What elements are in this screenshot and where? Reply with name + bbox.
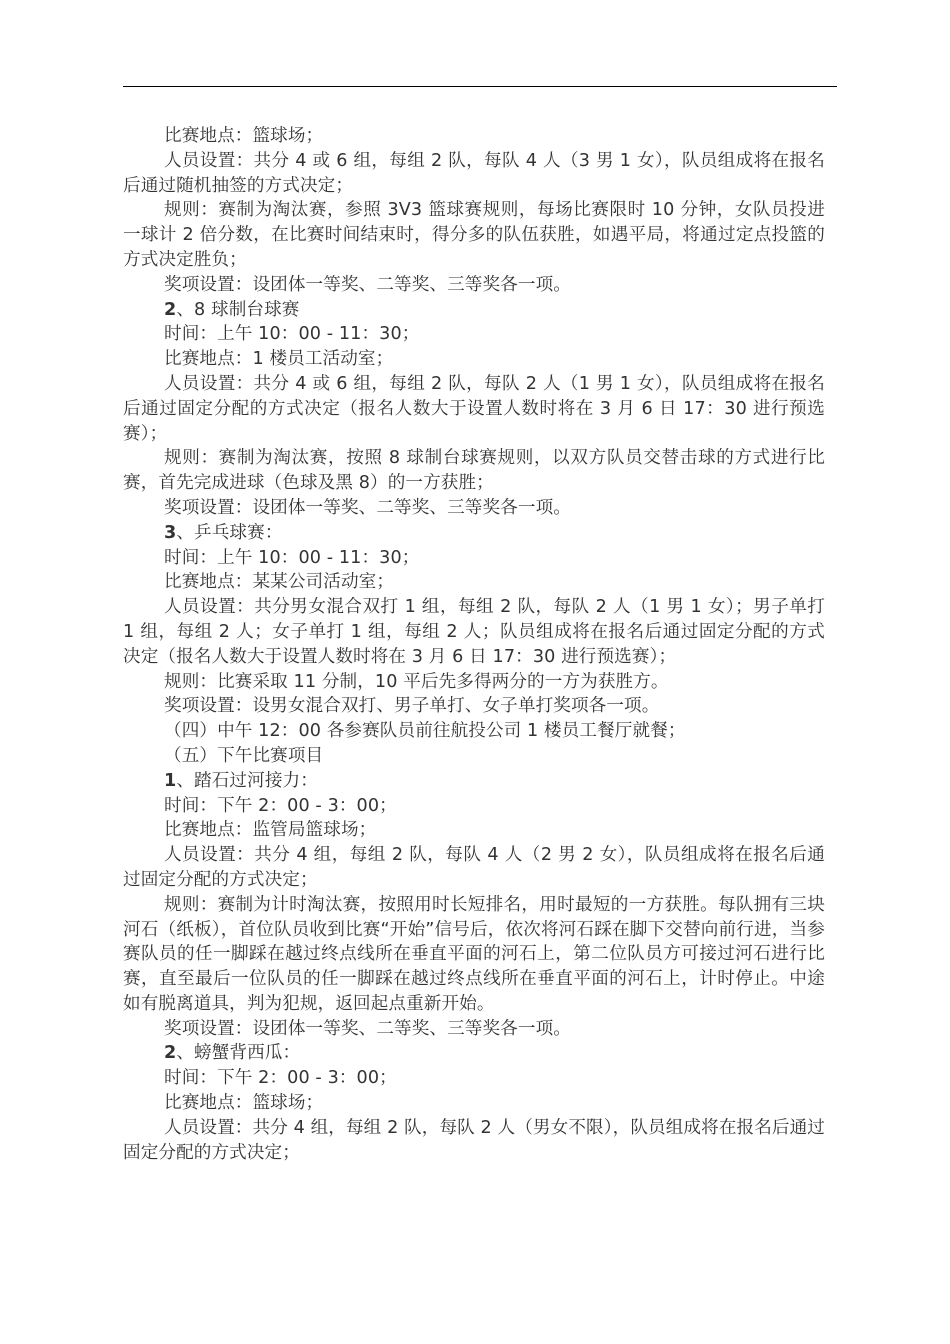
paragraph <box>123 496 825 521</box>
document-body <box>123 124 825 1165</box>
paragraph <box>123 1091 825 1116</box>
paragraph <box>123 1017 825 1042</box>
section-heading <box>123 521 825 546</box>
paragraph <box>123 273 825 298</box>
paragraph <box>123 1116 825 1166</box>
paragraph-text: 规则：赛制为淘汰赛，按照 8 球制台球赛规则，以双方队员交替击球的方式进行比赛，首先完成进球（色球及黑 8）的一方获胜； <box>123 448 825 494</box>
section-heading <box>123 1041 825 1066</box>
paragraph-text: 规则：赛制为淘汰赛，参照 3V3 篮球赛规则，每场比赛限时 10 分钟，女队员投进一球计 2 倍分数，在比赛时间结束时，得分多的队伍获胜，如遇平局，将通过定点投篮的方式决定胜负； <box>123 200 825 270</box>
paragraph-text: 人员设置：共分 4 组，每组 2 队，每队 4 人（2 男 2 女），队员组成将在报名后通过固定分配的方式决定； <box>123 845 825 890</box>
paragraph <box>123 446 825 496</box>
paragraph <box>123 570 825 595</box>
paragraph-text: 人员设置：共分男女混合双打 1 组，每组 2 队，每队 2 人（1 男 1 女）；男子单打 1 组，每组 2 人；女子单打 1 组，每组 2 人；队员组成将在报名后通过固定分配的方式决定（报名人数大于设置人数时将在 3 月 6 日 17：30 进行预选赛）； <box>123 597 825 667</box>
paragraph <box>123 198 825 272</box>
paragraph-text: 比赛地点：篮球场； <box>164 126 324 146</box>
paragraph-text: 人员设置：共分 4 组，每组 2 队，每队 2 人（男女不限），队员组成将在报名后通过固定分配的方式决定； <box>123 1117 825 1163</box>
paragraph <box>123 372 825 446</box>
paragraph-text: 规则：赛制为计时淘汰赛，按照用时长短排名，用时最短的一方获胜。每队拥有三块河石（纸板），首位队员收到比赛“开始”信号后，依次将河石踩在脚下交替向前行进，当参赛队员的任一脚踩在越过终点线所在垂直平面的河石上，第二位队员方可接过河石进行比赛，直至最后一位队员的任一脚踩在越过终点线所在垂直平面的河石上，计时停止。中途如有脱离道具，判为犯规，返回起点重新开始。 <box>123 894 825 1014</box>
section-number: 2 <box>164 1043 177 1064</box>
section-title: 、8 球制台球赛 <box>176 299 300 320</box>
paragraph <box>123 818 825 843</box>
paragraph <box>123 719 825 744</box>
paragraph-text: 比赛地点：1 楼员工活动室； <box>164 349 394 370</box>
paragraph-text: 规则：比赛采取 11 分制，10 平后先多得两分的一方为获胜方。 <box>164 671 669 692</box>
header-rule <box>123 86 837 87</box>
paragraph <box>123 794 825 819</box>
paragraph <box>123 595 825 669</box>
paragraph <box>123 546 825 571</box>
paragraph <box>123 843 825 893</box>
paragraph-text: 比赛地点：篮球场； <box>164 1093 324 1114</box>
paragraph-text: 奖项设置：设团体一等奖、二等奖、三等奖各一项。 <box>164 1018 571 1039</box>
paragraph-text: 比赛地点：监管局篮球场； <box>164 820 377 841</box>
paragraph-text: 比赛地点：某某公司活动室； <box>164 572 395 593</box>
paragraph <box>123 322 825 347</box>
paragraph-text: （五）下午比赛项目 <box>164 745 324 766</box>
paragraph-text: （四）中午 12：00 各参赛队员前往航投公司 1 楼员工餐厅就餐； <box>164 721 686 742</box>
paragraph-text: 时间：下午 2：00 - 3：00； <box>164 795 397 816</box>
section-title: 、踏石过河接力： <box>176 770 318 791</box>
section-heading <box>123 298 825 323</box>
paragraph-text: 时间：上午 10：00 - 11：30； <box>164 547 420 568</box>
paragraph-text: 人员设置：共分 4 或 6 组，每组 2 队，每队 4 人（3 男 1 女），队员组成将在报名后通过随机抽签的方式决定； <box>123 150 825 196</box>
section-heading <box>123 769 825 794</box>
section-title: 、乒乓球赛： <box>176 522 283 543</box>
paragraph <box>123 670 825 695</box>
paragraph-text: 奖项设置：设团体一等奖、二等奖、三等奖各一项。 <box>164 497 571 518</box>
section-number: 3 <box>164 522 177 543</box>
paragraph-text: 奖项设置：设男女混合双打、男子单打、女子单打奖项各一项。 <box>164 696 660 717</box>
paragraph-text: 人员设置：共分 4 或 6 组，每组 2 队，每队 2 人（1 男 1 女），队员组成将在报名后通过固定分配的方式决定（报名人数大于设置人数时将在 3 月 6 日 17：30 进行预选赛）； <box>123 373 825 444</box>
paragraph-text: 奖项设置：设团体一等奖、二等奖、三等奖各一项。 <box>164 274 571 295</box>
paragraph <box>123 744 825 769</box>
paragraph <box>123 149 825 199</box>
paragraph <box>123 347 825 372</box>
paragraph-text: 时间：上午 10：00 - 11：30； <box>164 324 420 345</box>
paragraph <box>123 893 825 1017</box>
section-number: 1 <box>164 770 177 791</box>
paragraph <box>123 124 825 149</box>
section-title: 、螃蟹背西瓜： <box>176 1043 301 1064</box>
paragraph <box>123 1066 825 1091</box>
paragraph-text: 时间：下午 2：00 - 3：00； <box>164 1068 397 1089</box>
paragraph <box>123 694 825 719</box>
section-number: 2 <box>164 299 177 320</box>
